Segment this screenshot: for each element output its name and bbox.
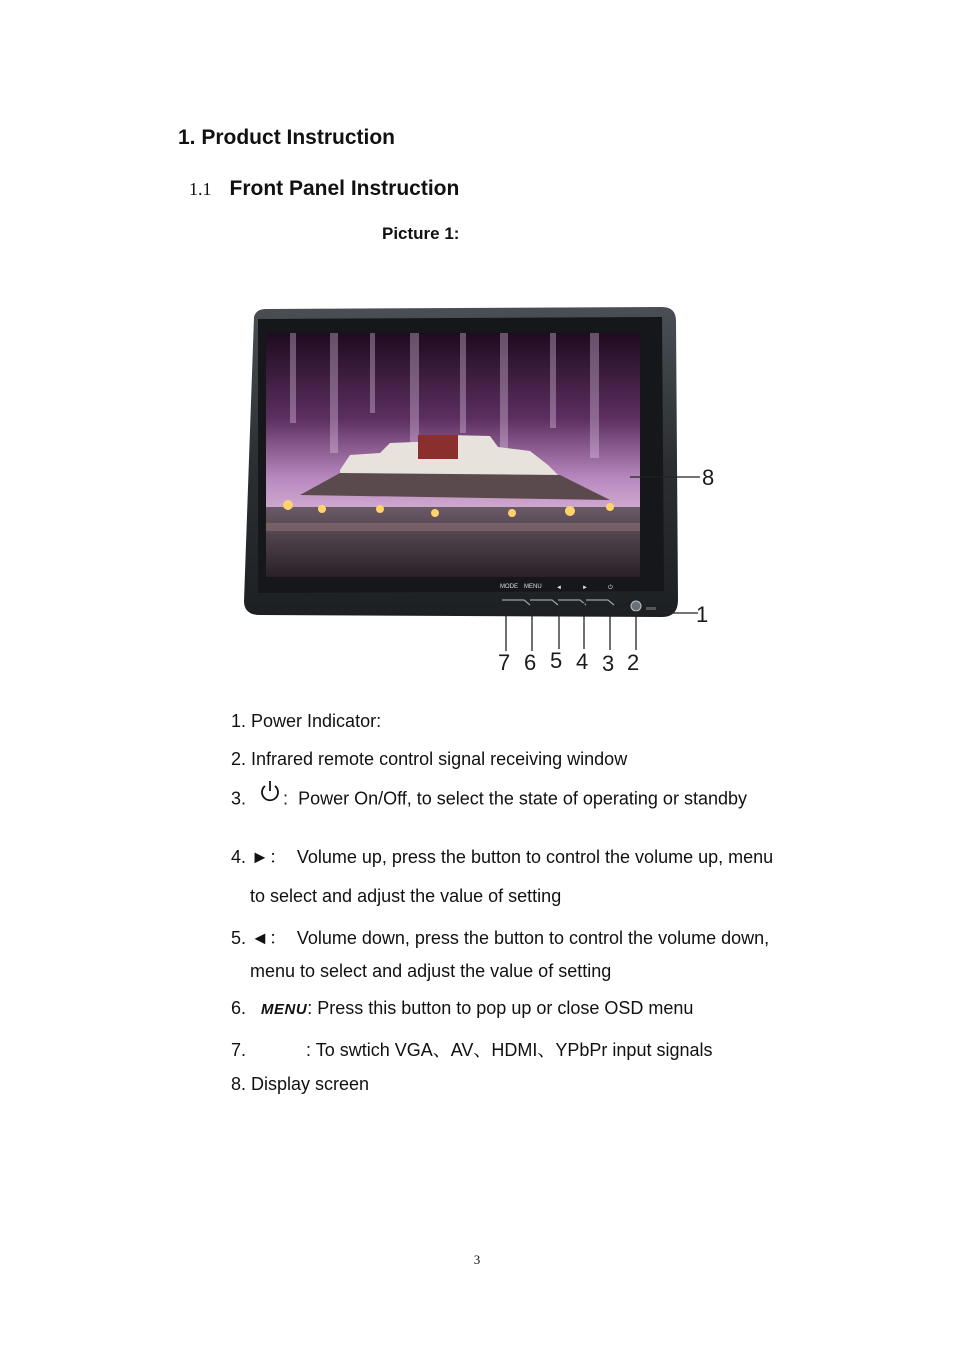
subsection-heading bbox=[189, 177, 459, 201]
list-item-2: 2. Infrared remote control signal receiving window bbox=[231, 749, 628, 769]
volume-up-label: ► bbox=[582, 585, 588, 591]
picture-label: Picture 1: bbox=[382, 224, 460, 243]
callout-1: 1 bbox=[696, 602, 709, 627]
list-item-5-continued: menu to select and adjust the value of setting bbox=[250, 961, 612, 981]
monitor-front-panel-figure bbox=[230, 295, 730, 685]
menu-label: MENU bbox=[524, 584, 542, 590]
list-item-6-text: : Press this button to pop up or close OSD menu bbox=[307, 998, 694, 1018]
list-item-3-text: Power On/Off, to select the state of operating or standby bbox=[298, 788, 747, 809]
list-item-6 bbox=[231, 998, 693, 1019]
callout-2: 2 bbox=[627, 650, 640, 675]
power-icon bbox=[259, 779, 281, 808]
list-item-3-number: 3. bbox=[231, 788, 247, 809]
callout-4: 4 bbox=[576, 649, 589, 674]
list-item-6-number: 6. bbox=[231, 998, 247, 1018]
menu-icon: MENU bbox=[261, 1001, 308, 1018]
ir-window bbox=[646, 607, 656, 610]
callout-3: 3 bbox=[602, 651, 615, 676]
subsection-title: Front Panel Instruction bbox=[229, 177, 460, 200]
section-heading: 1. Product Instruction bbox=[178, 126, 396, 149]
power-indicator-led bbox=[631, 601, 641, 611]
power-label: ⏻ bbox=[608, 585, 613, 591]
list-item-4-continued: to select and adjust the value of setting bbox=[250, 886, 562, 906]
page-number: 3 bbox=[473, 1252, 481, 1267]
list-item-5-prefix: 5. ◄： bbox=[231, 928, 287, 948]
subsection-number: 1.1 bbox=[189, 179, 212, 199]
callout-7: 7 bbox=[498, 650, 511, 675]
mode-label: MODE bbox=[500, 584, 518, 590]
list-item-3: 3. : Power On/Off, to select the state of operating or standby bbox=[231, 785, 747, 814]
list-item-8: 8. Display screen bbox=[231, 1074, 370, 1094]
callout-5: 5 bbox=[550, 648, 563, 673]
volume-down-label: ◄ bbox=[556, 585, 562, 591]
list-item-5 bbox=[231, 924, 769, 950]
list-item-7 bbox=[231, 1036, 712, 1062]
callout-6: 6 bbox=[524, 650, 537, 675]
list-item-4 bbox=[231, 843, 773, 869]
list-item-4-prefix: 4. ►： bbox=[231, 847, 287, 867]
list-item-4-line1: Volume up, press the button to control the volume up, menu bbox=[296, 847, 774, 867]
list-item-7-number: 7. bbox=[231, 1040, 247, 1060]
list-item-5-line1: Volume down, press the button to control the volume down, bbox=[296, 928, 770, 948]
list-item-7-text: : To swtich VGA、AV、HDMI、YPbPr input signals bbox=[306, 1040, 713, 1060]
display-screen bbox=[266, 333, 640, 577]
list-item-1: 1. Power Indicator: bbox=[231, 711, 382, 731]
callout-8: 8 bbox=[702, 465, 715, 490]
